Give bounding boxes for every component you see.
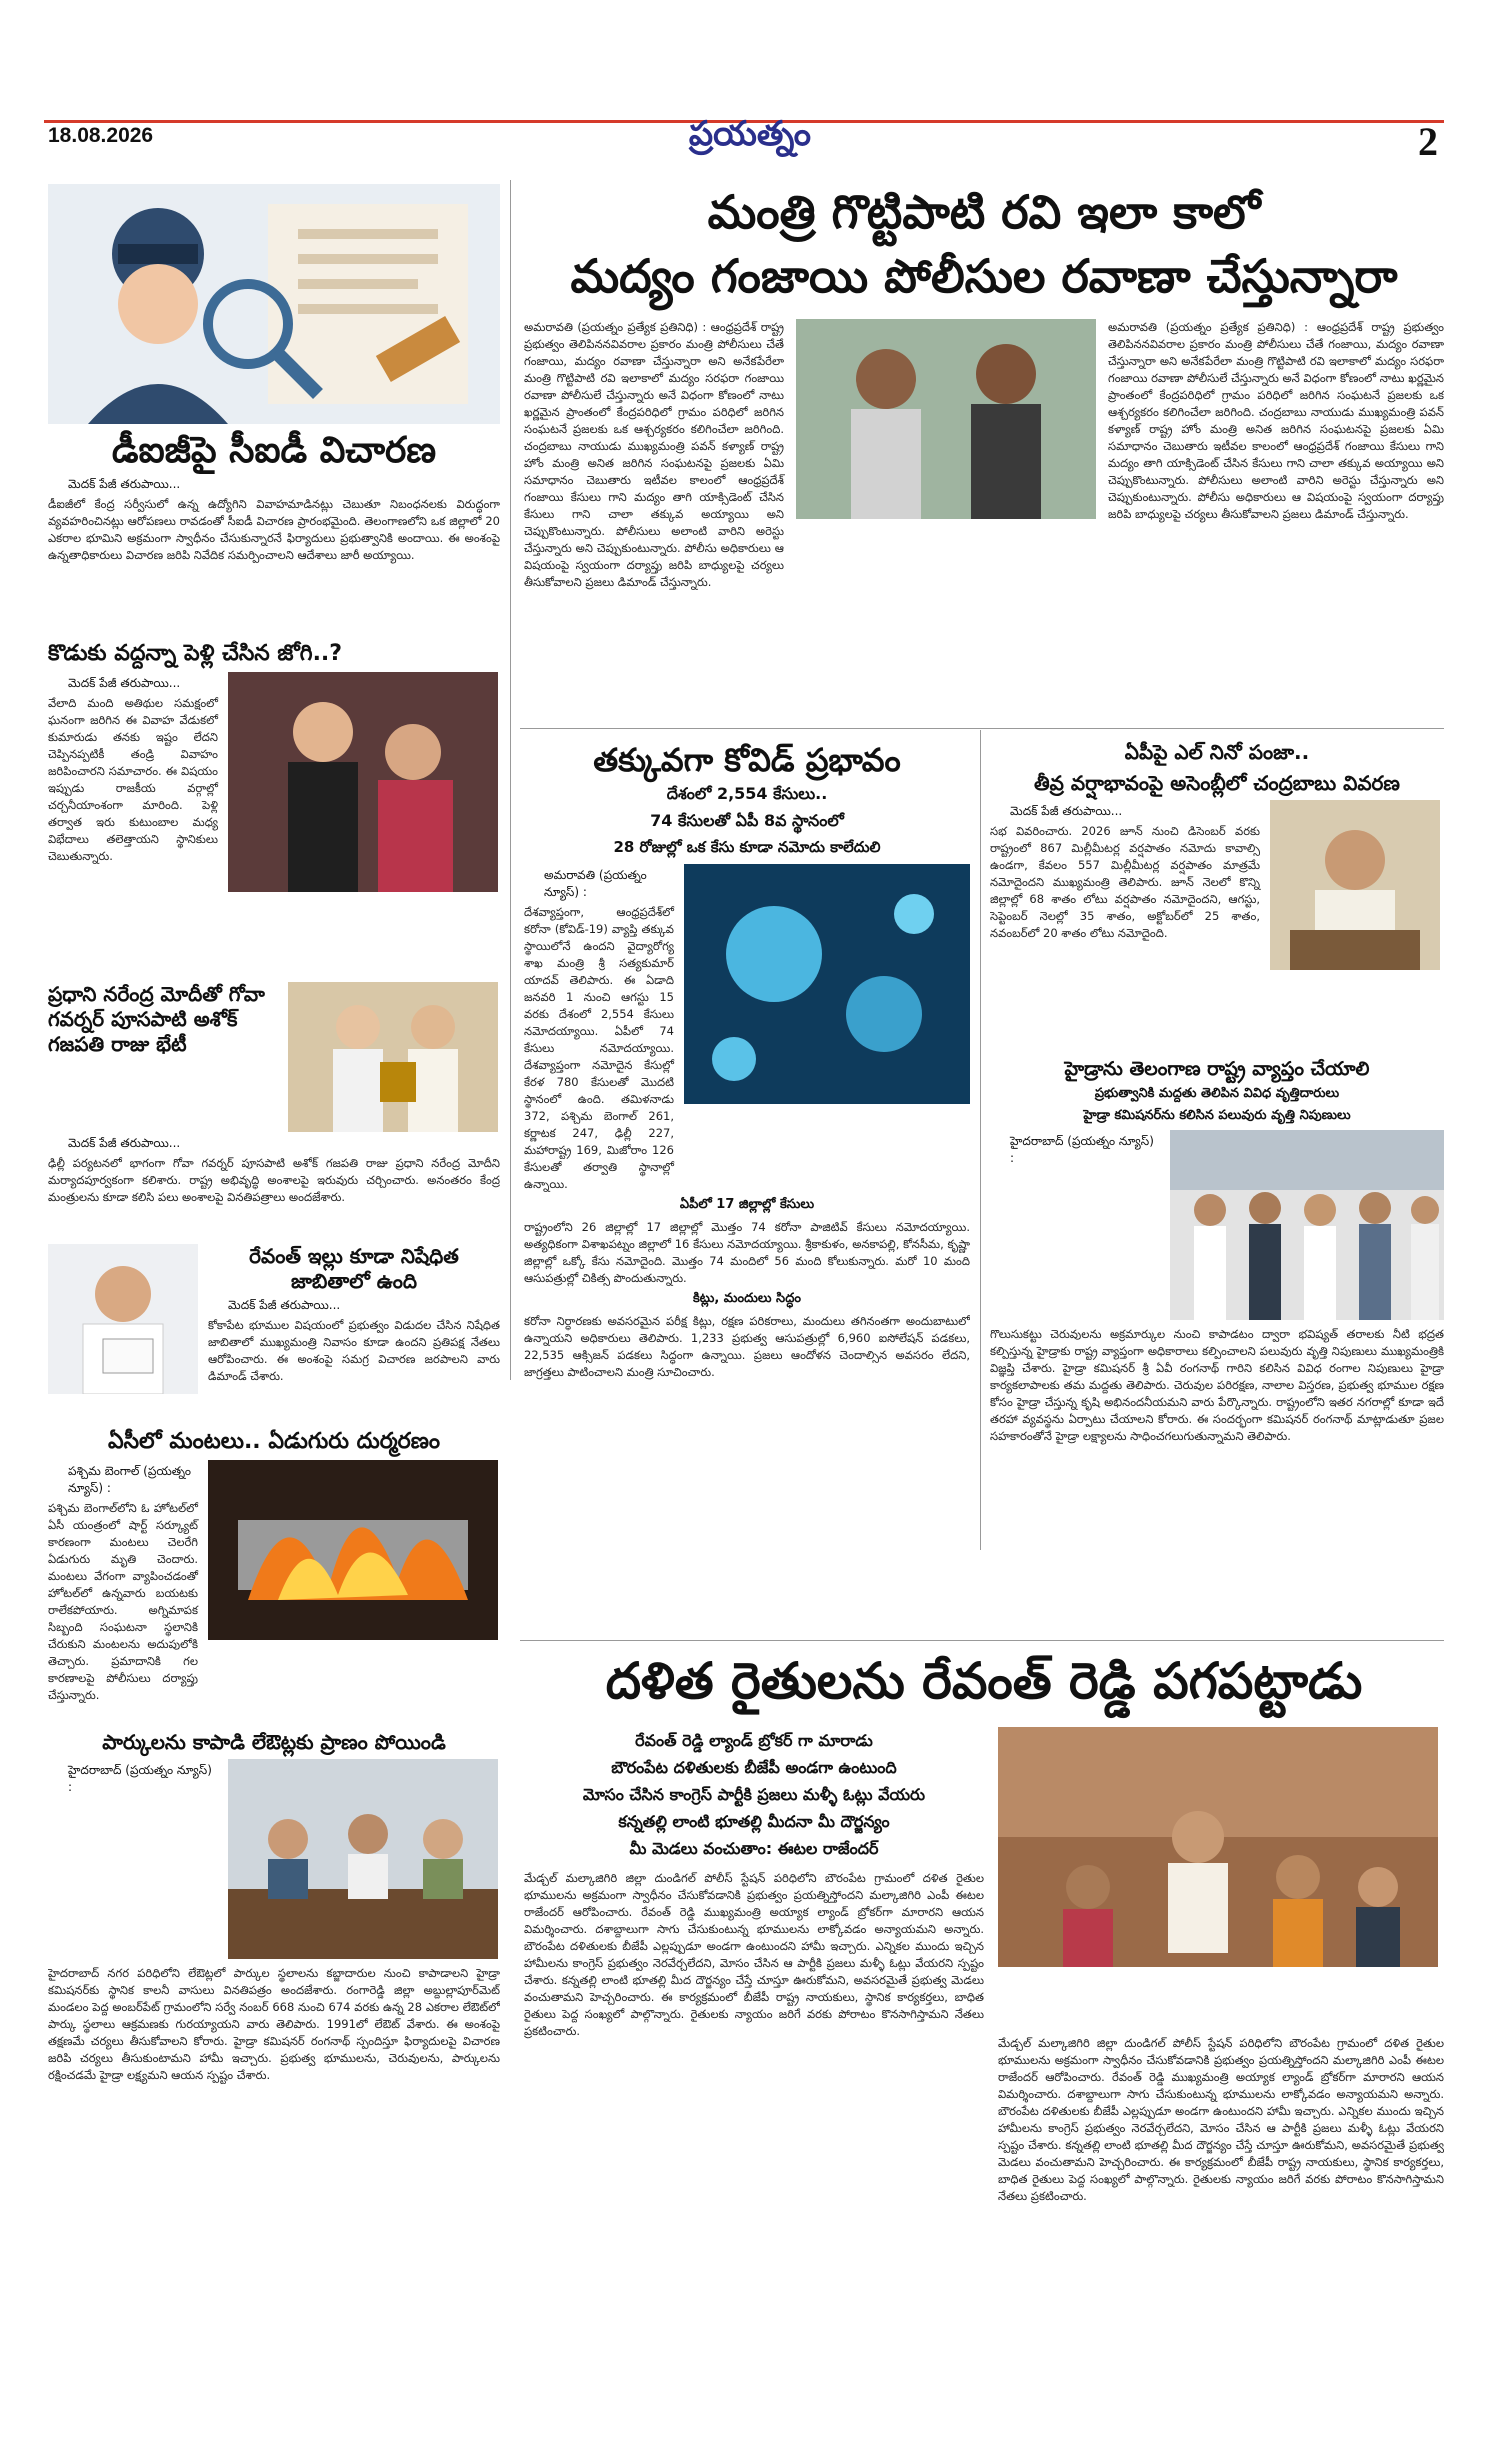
dalit-sub3: మోసం చేసిన కాంగ్రెస్ పార్టీకి ప్రజలు మళ్ళీ ఓట్లు వేయరు	[582, 1784, 926, 1804]
hydra-group-photo	[1170, 1130, 1444, 1320]
hydra-meeting-photo	[228, 1759, 498, 1959]
issue-date: 18.08.2026	[48, 124, 154, 147]
fire-headline: ఏసీలో మంటలు.. ఏడుగురు దుర్మరణం	[107, 1429, 441, 1454]
modi-governor-photo	[288, 982, 498, 1132]
section-divider	[520, 728, 1444, 729]
covid-sub1: దేశంలో 2,554 కేసులు..	[666, 784, 828, 803]
elnino-headline1: ఏపీపై ఎల్ నినో పంజా..	[1124, 740, 1310, 764]
jogi-story	[48, 640, 500, 980]
dalit-body-continued: మేడ్చల్ మల్కాజిగిరి జిల్లా దుండిగల్ పోలీస్ స్టేషన్ పరిధిలోని బౌరంపేట గ్రామంలో దళిత రైతుల భూములను అక్రమంగా స్వాధీనం చేసుకోవడానికి ప్రభుత్వం ప్రయత్నిస్తోందని మల్కాజిగిరి ఎంపీ ఈటల రాజేందర్ ఆరోపించారు. రేవంత్ రెడ్డి ముఖ్యమంత్రి అయ్యాక ల్యాండ్ బ్రోకర్‌గా మారారని ఆయన విమర్శించారు. దశాబ్దాలుగా సాగు చేసుకుంటున్న భూములను లాక్కోవడం అన్యాయమని అన్నారు. బౌరంపేట దళితులకు బీజేపీ ఎల్లప్పుడూ అండగా ఉంటుందని హామీ ఇచ్చారు. ఎన్నికల ముందు ఇచ్చిన హామీలను కాంగ్రెస్ ప్రభుత్వం నెరవేర్చలేదని, మోసం చేసిన ఆ పార్టీకి ప్రజలు మళ్ళీ ఓట్లు వేయరని స్పష్టం చేశారు. కన్నతల్లి లాంటి భూతల్లి మీద దౌర్జన్యం చేస్తే చూస్తూ ఊరుకోమని, అవసరమైతే ప్రభుత్వ మెడలు వంచుతామని హెచ్చరించారు. ఈ కార్యక్రమంలో బీజేపీ రాష్ట్ర నాయకులు, స్థానిక కార్యకర్తలు, బాధిత రైతులు పెద్ద సంఖ్యలో పాల్గొన్నారు. రైతులకు న్యాయం జరిగే వరకు పోరాటం కొనసాగిస్తామని నేతలు ప్రకటించారు.	[998, 2035, 1444, 2203]
fire-story	[48, 1428, 500, 1728]
dalit-sub2: బౌరంపేట దళితులకు బీజేపీ అండగా ఉంటుంది	[611, 1757, 897, 1777]
parks-story	[48, 1730, 500, 2370]
dalit-sub1: రేవంత్ రెడ్డి ల్యాండ్ బ్రోకర్ గా మారాడు	[635, 1730, 873, 1750]
covid-section-heading2: కిట్లు, మందులు సిద్ధం	[693, 1291, 801, 1307]
parks-body: హైదరాబాద్ నగర పరిధిలోని లేఔట్లలో పార్కుల స్థలాలను కబ్జాదారుల నుంచి కాపాడాలని హైడ్రా కమిషనర్‌కు స్థానిక కాలనీ వాసులు వినతిపత్రం అందజేశారు. రంగారెడ్డి జిల్లా అబ్దుల్లాపూర్‌మెట్ మండలం పెద్ద అంబర్‌పేట్ గ్రామంలోని సర్వే నంబర్ 668 నుంచి 674 వరకు ఉన్న 28 ఎకరాల లేఔట్‌లో పార్కు స్థలాలు ఆక్రమణకు గురయ్యాయని వారు తెలిపారు. 1991లో లేఔట్ వేశారు. ఈ అంశంపై తక్షణమే చర్యలు తీసుకోవాలని కోరారు. హైడ్రా కమిషనర్ రంగనాథ్ స్పందిస్తూ ఫిర్యాదులపై విచారణ జరిపి చర్యలు తీసుకుంటామని హామీ ఇచ్చారు. ప్రభుత్వ భూములను, చెరువులను, పార్కులను రక్షించడమే హైడ్రా లక్ష్యమని ఆయన స్పష్టం చేశారు.	[48, 1966, 500, 2083]
covid-section-heading: ఏపీలో 17 జిల్లాల్లో కేసులు	[679, 1197, 815, 1213]
dig-body: డీఐజీలో కేంద్ర సర్వీసులో ఉన్న ఉద్యోగిని వివాహమాడినట్లు చెబుతూ నిబంధనలకు విరుద్ధంగా వ్యవహరించినట్లు ఆరోపణలు రావడంతో సీఐడీ విచారణ ప్రారంభమైంది. తెలంగాణలోని ఒక జిల్లాలో 20 ఎకరాల భూమిని అక్రమంగా స్వాధీనం చేసుకున్నారనే ఫిర్యాదులు ప్రభుత్వానికి అందాయి. ఈ అంశంపై ఉన్నతాధికారులు విచారణ జరిపి నివేదిక సమర్పించాలని ఆదేశాలు జారీ అయ్యాయి.	[48, 497, 500, 563]
lead-story	[524, 184, 1444, 724]
lead-headline-line1: మంత్రి గొట్టిపాటి రవి ఇలా కాలో	[707, 185, 1261, 239]
hydra-body: గొలుసుకట్టు చెరువులను అక్రమార్కుల నుంచి కాపాడటం ద్వారా భవిష్యత్ తరాలకు నీటి భద్రత కల్పిస్తున్న హైడ్రాకు రాష్ట్ర వ్యాప్తంగా అధికారాలు కల్పించాలని పలువురు వృత్తి నిపుణులు ముఖ్యమంత్రికి విజ్ఞప్తి చేశారు. హైడ్రా కమిషనర్ శ్రీ ఏవీ రంగనాథ్ గారిని కలిసిన వివిధ రంగాల నిపుణులు హైడ్రా కార్యకలాపాలకు తమ మద్దతు తెలిపారు. చెరువుల పరిరక్షణ, నాలాల విస్తరణ, ప్రభుత్వ భూముల రక్షణ కోసం హైడ్రా చేస్తున్న కృషి అభినందనీయమని వారు పేర్కొన్నారు. రాష్ట్రంలోని ఇతర నగరాల్లో కూడా ఇదే తరహా వ్యవస్థను ఏర్పాటు చేయాలని కోరారు. ఈ సందర్భంగా కమిషనర్ రంగనాథ్ మాట్లాడుతూ ప్రజల సహకారంతోనే హైడ్రా లక్ష్యాలను సాధించగలుగుతున్నామని తెలిపారు.	[990, 1326, 1444, 1443]
hydra-byline: హైదరాబాద్ (ప్రయత్నం న్యూస్) :	[1010, 1133, 1154, 1165]
covid-byline: అమరావతి (ప్రయత్నం న్యూస్) :	[544, 868, 647, 899]
column-divider	[980, 730, 981, 1550]
masthead-logo: ప్రయత్నం	[688, 114, 812, 154]
dalit-story	[524, 1650, 1444, 2390]
covid-sub2: 74 కేసులతో ఏపీ 8వ స్థానంలో	[650, 811, 844, 830]
modi-body: ఢిల్లీ పర్యటనలో భాగంగా గోవా గవర్నర్ పూసపాటి అశోక్ గజపతి రాజు ప్రధాని నరేంద్ర మోదీని మర్యాదపూర్వకంగా కలిశారు. రాష్ట్ర అభివృద్ధి అంశాలపై ఇరువురు చర్చించారు. అనంతరం కేంద్ర మంత్రులను కూడా కలిసి పలు అంశాలపై వినతిపత్రాలు అందజేశారు.	[48, 1156, 500, 1205]
elnino-body: సభ వివరించారు. 2026 జూన్ నుంచి డిసెంబర్ వరకు రాష్ట్రంలో 867 మిల్లీమీటర్ల వర్షపాతం నమోదు కావాల్సి ఉండగా, కేవలం 557 మిల్లీమీటర్ల వర్షపాతం మాత్రమే నమోదైందని ముఖ్యమంత్రి తెలిపారు. జూన్ నెలలో కొన్ని జిల్లాల్లో 68 శాతం లోటు వర్షపాతం నమోదైందని, ఆగస్టు, సెప్టెంబర్ నెలల్లో 35 శాతం, అక్టోబర్‌లో 25 శాతం, నవంబర్‌లో 20 శాతం లోటు నమోదైంది.	[990, 824, 1260, 941]
lead-headline-line2: మద్యం గంజాయి పోలీసుల రవాణా చేస్తున్నారా	[570, 248, 1398, 303]
dalit-sub5: మీ మెడలు వంచుతాం: ఈటల రాజేందర్	[629, 1838, 879, 1858]
lead-photo	[796, 319, 1096, 519]
modi-byline: మెదక్ పేజీ తరుపాయి...	[68, 1136, 181, 1150]
dalit-body: మేడ్చల్ మల్కాజిగిరి జిల్లా దుండిగల్ పోలీస్ స్టేషన్ పరిధిలోని బౌరంపేట గ్రామంలో దళిత రైతుల భూములను అక్రమంగా స్వాధీనం చేసుకోవడానికి ప్రభుత్వం ప్రయత్నిస్తోందని మల్కాజిగిరి ఎంపీ ఈటల రాజేందర్ ఆరోపించారు. రేవంత్ రెడ్డి ముఖ్యమంత్రి అయ్యాక ల్యాండ్ బ్రోకర్‌గా మారారని ఆయన విమర్శించారు. దశాబ్దాలుగా సాగు చేసుకుంటున్న భూములను లాక్కోవడం అన్యాయమని అన్నారు. బౌరంపేట దళితులకు బీజేపీ ఎల్లప్పుడూ అండగా ఉంటుందని హామీ ఇచ్చారు. ఎన్నికల ముందు ఇచ్చిన హామీలను కాంగ్రెస్ ప్రభుత్వం నెరవేర్చలేదని, మోసం చేసిన ఆ పార్టీకి ప్రజలు మళ్ళీ ఓట్లు వేయరని స్పష్టం చేశారు. కన్నతల్లి లాంటి భూతల్లి మీద దౌర్జన్యం చేస్తే చూస్తూ ఊరుకోమని, అవసరమైతే ప్రభుత్వ మెడలు వంచుతామని హెచ్చరించారు. ఈ కార్యక్రమంలో బీజేపీ రాష్ట్ర నాయకులు, స్థానిక కార్యకర్తలు, బాధిత రైతులు పెద్ద సంఖ్యలో పాల్గొన్నారు. రైతులకు న్యాయం జరిగే వరకు పోరాటం కొనసాగిస్తామని నేతలు ప్రకటించారు.	[524, 1870, 984, 2038]
elnino-story	[990, 740, 1444, 1050]
revanth-house-headline: రేవంత్ ఇల్లు కూడా నిషేధిత జాబితాలో ఉంది	[249, 1244, 459, 1293]
dalit-headline: దళిత రైతులను రేవంత్ రెడ్డి పగపట్టాడు	[605, 1652, 1363, 1710]
etela-rally-photo	[998, 1727, 1438, 2027]
jogi-headline: కొడుకు వద్దన్నా పెళ్లి చేసిన జోగి..?	[48, 641, 343, 666]
elnino-byline: మెదక్ పేజీ తరుపాయి...	[1010, 804, 1123, 818]
section-divider	[520, 1640, 1444, 1641]
dig-headline: డీఐజీపై సీఐడీ విచారణ	[111, 430, 437, 471]
lead-body-col1: అమరావతి (ప్రయత్నం ప్రత్యేక ప్రతినిధి) : ఆంధ్రప్రదేశ్ రాష్ట్ర ప్రభుత్వం తెలిపిననవివరాల ప్రకారం మంత్రి పోలీసులు చేతే గంజాయి, మద్యం రవాణా చేస్తున్నారా అని అనేకపేరేలా మంత్రి గొట్టిపాటి రవి ఇలాకాలో మద్యం సరఫరా గంజాయి రవాణా పోలీసులే చేస్తున్నారు అనే విధంగా కోణంలో నాటు ఖర్ణమైన ప్రాంతంలో కేంద్రపరిధిలో గ్రామం పరిధిలో జరిగిన సంఘటనే ప్రజలకు ఒక ఆశ్చర్యకరం కలిగించేలా జరిగింది. చంద్రబాబు నాయుడు ముఖ్యమంత్రి పవన్ కళ్యాణ్ రాష్ట్ర హోం మంత్రి అనిత జరిగిన సంఘటనపై ప్రజలకు ఏమి సమాధానం చెబుతారు ఇటీవల కాలంలో ఆంధ్రప్రదేశ్ గంజాయి కేసులు గాని మద్యం తాగి యాక్సిడెంట్ చేసిన కేసులు గాని చాలా తక్కువ అయ్యాయి అని చెప్పుకొంటున్నారు. పోలీసులు అలాంటి వారిని అరెస్టు చేస్తున్నారు అని చెప్పుకుంటున్నారు. పోలీసు అధికారులు ఆ విషయంపై స్వయంగా దర్యాప్తు జరిపి బాధ్యులపై చర్యలు తీసుకోవాలని ప్రజలు డిమాండ్ చేస్తున్నారు.	[524, 320, 784, 590]
fire-photo	[208, 1460, 498, 1640]
covid-body3: కరోనా నిర్ధారణకు అవసరమైన పరీక్ష కిట్లు, రక్షణ పరికరాలు, మందులు తగినంతగా అందుబాటులో ఉన్నాయని అధికారులు తెలిపారు. 1,233 ప్రభుత్వ ఆసుపత్రుల్లో 6,960 ఐసోలేషన్ పడకలు, 22,535 ఆక్సిజన్ పడకలు సిద్ధంగా ఉన్నాయి. ప్రజలు ఆందోళన చెందాల్సిన అవసరం లేదని, జాగ్రత్తలు పాటించాలని మంత్రి సూచించారు.	[524, 1314, 970, 1380]
revanth-house-body: కోకాపేట భూముల విషయంలో ప్రభుత్వం విడుదల చేసిన నిషేధిత జాబితాలో ముఖ్యమంత్రి నివాసం కూడా ఉందని ప్రతిపక్ష నేతలు ఆరోపించారు. ఈ అంశంపై సమగ్ర విచారణ జరపాలని వారు డిమాండ్ చేశారు.	[208, 1318, 500, 1384]
parks-headline: పార్కులను కాపాడి లేఔట్లకు ప్రాణం పోయిండి	[102, 1730, 446, 1754]
hydra-sub1: ప్రభుత్వానికి మద్దతు తెలిపిన వివిధ వృత్తిదారులు	[1094, 1085, 1340, 1101]
dig-story	[48, 428, 500, 638]
jogi-body: వేలాది మంది అతిథుల సమక్షంలో ఘనంగా జరిగిన ఈ వివాహ వేడుకలో కుమారుడు తనకు ఇష్టం లేదని చెప్పినప్పటికీ తండ్రి వివాహం జరిపించారని సమాచారం. ఈ విషయం ఇప్పుడు రాజకీయ వర్గాల్లో చర్చనీయాంశంగా మారింది. పెళ్లి తర్వాత ఇరు కుటుంబాల మధ్య విభేదాలు తలెత్తాయని స్థానికులు చెబుతున్నారు.	[48, 695, 218, 863]
hydra-headline: హైడ్రాను తెలంగాణ రాష్ట్ర వ్యాప్తం చేయాలి	[1064, 1058, 1370, 1080]
elnino-headline2: తీవ్ర వర్షాభావంపై అసెంబ్లీలో చంద్రబాబు వివరణ	[1034, 771, 1400, 795]
covid-headline: తక్కువగా కోవిడ్ ప్రభావం	[593, 741, 901, 779]
hydra-story	[990, 1058, 1444, 1630]
covid-body2: రాష్ట్రంలోని 26 జిల్లాల్లో 17 జిల్లాల్లో మొత్తం 74 కరోనా పాజిటివ్ కేసులు నమోదయ్యాయి. అత్యధికంగా విశాఖపట్నం జిల్లాలో 16 కేసులు నమోదయ్యాయి. శ్రీకాకుళం, అనకాపల్లి, కోనసీమ, కృష్ణా జిల్లాల్లో ఒక్కో కేసు నమోదైంది. మొత్తం 74 మందిలో 56 మంది కోలుకున్నారు. మరో 10 మంది ఆసుపత్రుల్లో చికిత్స పొందుతున్నారు.	[524, 1220, 970, 1286]
covid-sub3: 28 రోజుల్లో ఒక కేసు కూడా నమోదు కాలేదులి	[613, 838, 881, 856]
revanth-house-story	[48, 1244, 500, 1424]
lead-body-col3: అమరావతి (ప్రయత్నం ప్రత్యేక ప్రతినిధి) : ఆంధ్రప్రదేశ్ రాష్ట్ర ప్రభుత్వం తెలిపిననవివరాల ప్రకారం మంత్రి పోలీసులు చేతే గంజాయి, మద్యం రవాణా చేస్తున్నారా అని అనేకపేరేలా మంత్రి గొట్టిపాటి రవి ఇలాకాలో మద్యం సరఫరా గంజాయి రవాణా పోలీసులే చేస్తున్నారు అనే విధంగా కోణంలో నాటు ఖర్ణమైన ప్రాంతంలో కేంద్రపరిధిలో గ్రామం పరిధిలో జరిగిన సంఘటనే ప్రజలకు ఒక ఆశ్చర్యకరం కలిగించేలా జరిగింది. చంద్రబాబు నాయుడు ముఖ్యమంత్రి పవన్ కళ్యాణ్ రాష్ట్ర హోం మంత్రి అనిత జరిగిన సంఘటనపై ప్రజలకు ఏమి సమాధానం చెబుతారు ఇటీవల కాలంలో ఆంధ్రప్రదేశ్ గంజాయి కేసులు గాని మద్యం తాగి యాక్సిడెంట్ చేసిన కేసులు గాని చాలా తక్కువ అయ్యాయి అని చెప్పుకొంటున్నారు. పోలీసులు అలాంటి వారిని అరెస్టు చేస్తున్నారు అని చెప్పుకుంటున్నారు. పోలీసు అధికారులు ఆ విషయంపై స్వయంగా దర్యాప్తు జరిపి బాధ్యులపై చర్యలు తీసుకోవాలని ప్రజలు డిమాండ్ చేస్తున్నారు.	[1108, 320, 1444, 522]
dalit-sub4: కన్నతల్లి లాంటి భూతల్లి మీదనా మీ దౌర్జన్యం	[618, 1811, 890, 1831]
fire-byline: పశ్చిమ బెంగాల్ (ప్రయత్నం న్యూస్) :	[68, 1463, 191, 1495]
covid-story	[524, 740, 970, 1630]
covid-body: దేశవ్యాప్తంగా, ఆంధ్రప్రదేశ్‌లో కరోనా (కోవిడ్-19) వ్యాప్తి తక్కువ స్థాయిలోనే ఉందని వైద్యారోగ్య శాఖ మంత్రి శ్రీ సత్యకుమార్ యాదవ్ తెలిపారు. ఈ ఏడాది జనవరి 1 నుంచి ఆగస్టు 15 వరకు దేశంలో 2,554 కేసులు నమోదయ్యాయి. ఏపీలో 74 కేసులు నమోదయ్యాయి. దేశవ్యాప్తంగా నమోదైన కేసుల్లో కేరళ 780 కేసులతో మొదటి స్థానంలో ఉంది. తమిళనాడు 372, పశ్చిమ బెంగాల్ 261, కర్ణాటక 247, ఢిల్లీ 227, మహారాష్ట్ర 169, మిజోరాం 126 కేసులతో తర్వాతి స్థానాల్లో ఉన్నాయి.	[524, 905, 674, 1192]
modi-story	[48, 982, 500, 1242]
hydra-sub2: హైడ్రా కమిషనర్‌ను కలిసిన పలువురు వృత్తి నిపుణులు	[1083, 1107, 1351, 1123]
dig-illustration	[48, 184, 500, 424]
virus-illustration	[684, 864, 970, 1104]
chandrababu-photo	[1270, 800, 1440, 970]
modi-headline: ప్రధాని నరేంద్ర మోదీతో గోవా గవర్నర్ పూసపాటి అశోక్ గజపతి రాజు భేటీ	[48, 982, 265, 1056]
fire-body: పశ్చిమ బెంగాల్‌లోని ఓ హోటల్‌లో ఏసీ యంత్రంలో షార్ట్ సర్క్యూట్ కారణంగా మంటలు చెలరేగి ఏడుగురు మృతి చెందారు. మంటలు వేగంగా వ్యాపించడంతో హోటల్‌లో ఉన్నవారు బయటకు రాలేకపోయారు. అగ్నిమాపక సిబ్బంది సంఘటనా స్థలానికి చేరుకుని మంటలను అదుపులోకి తెచ్చారు. ప్రమాదానికి గల కారణాలపై పోలీసులు దర్యాప్తు చేస్తున్నారు.	[48, 1500, 198, 1702]
jogi-byline: మెదక్ పేజీ తరుపాయి...	[68, 675, 181, 690]
page-number: 2	[1418, 119, 1438, 164]
dig-byline: మెదక్ పేజీ తరుపాయి...	[68, 477, 181, 491]
wedding-photo	[228, 672, 498, 892]
parks-byline: హైదరాబాద్ (ప్రయత్నం న్యూస్) :	[68, 1763, 212, 1794]
revanth-house-byline: మెదక్ పేజీ తరుపాయి...	[228, 1298, 341, 1312]
column-divider	[510, 180, 511, 1380]
minister-photo	[48, 1244, 198, 1394]
